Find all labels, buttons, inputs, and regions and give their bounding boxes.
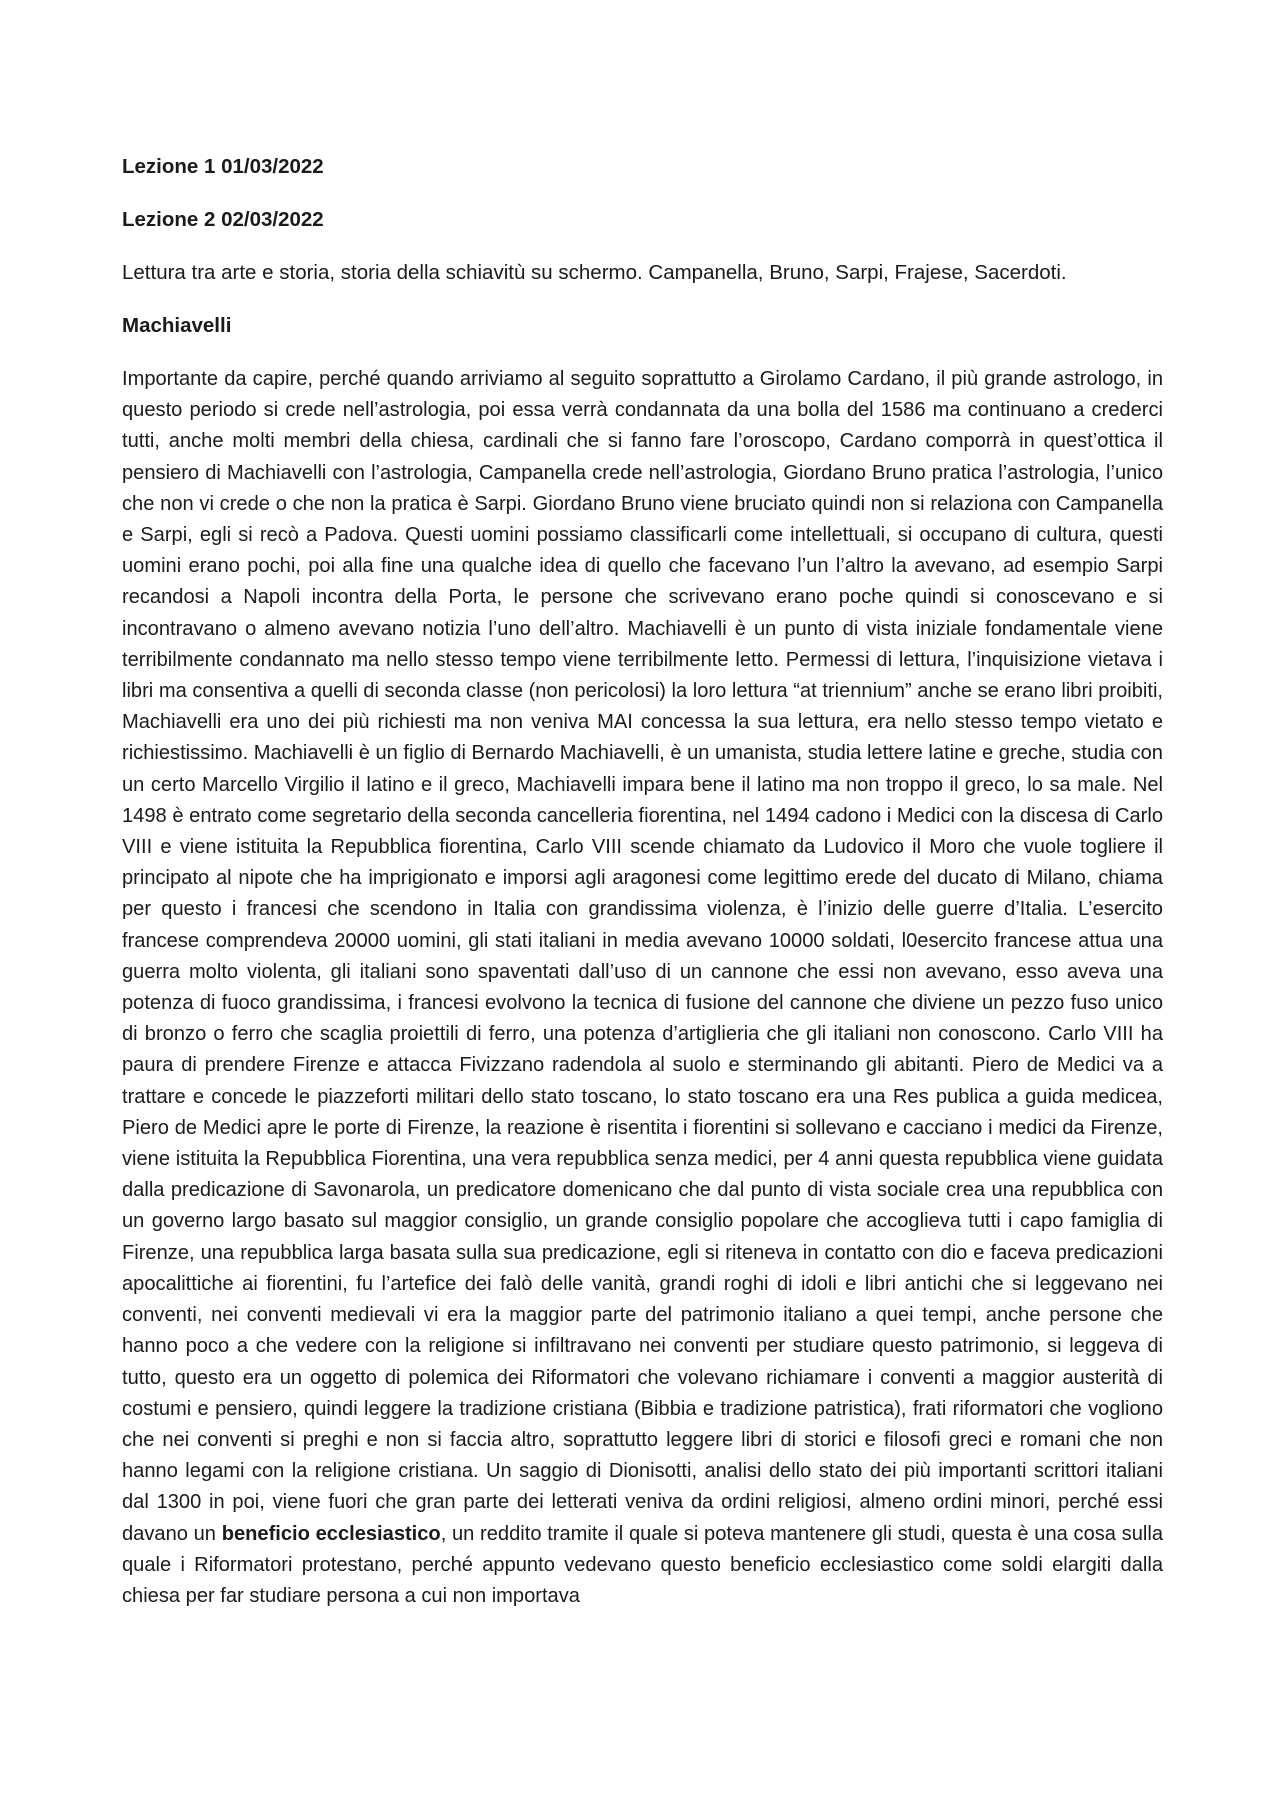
body-paragraph — [122, 364, 1163, 1612]
section-title: Machiavelli — [122, 314, 232, 337]
lesson-2-heading: Lezione 2 02/03/2022 — [122, 208, 324, 231]
lesson-1-heading: Lezione 1 01/03/2022 — [122, 155, 324, 178]
body-bold-term: beneficio ecclesiastico — [221, 1522, 441, 1545]
body-text-part-1: Importante da capire, perché quando arriviamo al seguito soprattutto a Girolamo Cardano, il più grande astrologo, in questo periodo si crede nell’astrologia, poi essa verrà condannata da una bolla del 1586 ma continuano a crederci tutti, anche molti membri della chiesa, cardinali che si fanno fare l’oroscopo, Cardano comporrà in quest’ottica il pensiero di Machiavelli con l’astrologia, Campanella crede nell’astrologia, Giordano Bruno pratica l’astrologia, l’unico che non vi crede o che non la pratica è Sarpi. Giordano Bruno viene bruciato quindi non si relaziona con Campanella e Sarpi, egli si recò a Padova. Questi uomini possiamo classificarli come intellettuali, si occupano di cultura, questi uomini erano pochi, poi alla fine una qualche idea di quello che facevano l’un l’altro la avevano, ad esempio Sarpi recandosi a Napoli incontra della Porta, le persone che scrivevano erano poche quindi si conoscevano e si incontravano o almeno avevano notizia l’uno dell’altro. Machiavelli è un punto di vista iniziale fondamentale viene terribilmente condannato ma nello stesso tempo viene terribilmente letto. Permessi di lettura, l’inquisizione vietava i libri ma consentiva a quelli di seconda classe (non pericolosi) la loro lettura “at triennium” anche se erano libri proibiti, Machiavelli era uno dei più richiesti ma non veniva MAI concessa la sua lettura, era nello stesso tempo vietato e richiestissimo. Machiavelli è un figlio di Bernardo Machiavelli, è un umanista, studia lettere latine e greche, studia con un certo Marcello Virgilio il latino e il greco, Machiavelli impara bene il latino ma non troppo il greco, lo sa male. Nel 1498 è entrato come segretario della seconda cancelleria fiorentina, nel 1494 cadono i Medici con la discesa di Carlo VIII e viene istituita la Repubblica fiorentina, Carlo VIII scende chiamato da Ludovico il Moro che vuole togliere il principato al nipote che ha imprigionato e imporsi agli aragonesi come legittimo erede del ducato di Milano, chiama per questo i francesi che scendono in Italia con grandissima violenza, è l’inizio delle guerre d’Italia. L’esercito francese comprendeva 20000 uomini, gli stati italiani in media avevano 10000 soldati, l0esercito francese attua una guerra molto violenta, gli italiani sono spaventati dall’uso di un cannone che essi non avevano, esso aveva una potenza di fuoco grandissima, i francesi evolvono la tecnica di fusione del cannone che diviene un pezzo fuso unico di bronzo o ferro che scaglia proiettili di ferro, una potenza d’artiglieria che gli italiani non conoscono. Carlo VIII ha paura di prendere Firenze e attacca Fivizzano radendola al suolo e sterminando gli abitanti. Piero de Medici va a trattare e concede le piazzeforti militari dello stato toscano, lo stato toscano era una Res publica a guida medicea, Piero de Medici apre le porte di Firenze, la reazione è risentita i fiorentini si sollevano e cacciano i medici da Firenze, viene istituita la Repubblica Fiorentina, una vera repubblica senza medici, per 4 anni questa repubblica viene guidata dalla predicazione di Savonarola, un predicatore domenicano che dal punto di vista sociale crea una repubblica con un governo largo basato sul maggior consiglio, un grande consiglio popolare che accoglieva tutti i capo famiglia di Firenze, una repubblica larga basata sulla sua predicazione, egli si riteneva in contatto con dio e faceva predicazioni apocalittiche ai fiorentini, fu l’artefice dei falò delle vanità, grandi roghi di idoli e libri antichi che si leggevano nei conventi, nei conventi medievali vi era la maggior parte del patrimonio italiano a quei tempi, anche persone che hanno poco a che vedere con la religione si infiltravano nei conventi per studiare questo patrimonio, si leggeva di tutto, questo era un oggetto di polemica dei Riformatori che volevano richiamare i conventi a maggior austerità di costumi e pensiero, quindi leggere la tradizione cristiana (Bibbia e tradizione patristica), frati riformatori che vogliono che nei conventi si preghi e non si faccia altro, soprattutto leggere libri di storici e filosofi greci e romani che non hanno legami con la religione cristiana. Un saggio di Dionisotti, analisi dello stato dei più importanti scrittori italiani dal 1300 in poi, viene fuori che gran parte dei letterati veniva da ordini religiosi, almeno ordini minori, perché essi davano un — [122, 368, 1163, 1545]
body-text-part-2: , un reddito tramite il quale si poteva mantenere gli studi, questa è una cosa sulla quale i Riformatori protestano, perché appunto vedevano questo beneficio ecclesiastico come soldi elargiti dalla chiesa per far studiare persona a cui non importava — [122, 1522, 1163, 1607]
intro-paragraph: Lettura tra arte e storia, storia della schiavitù su schermo. Campanella, Bruno, Sarpi, Frajese, Sacerdoti. — [122, 261, 1067, 284]
